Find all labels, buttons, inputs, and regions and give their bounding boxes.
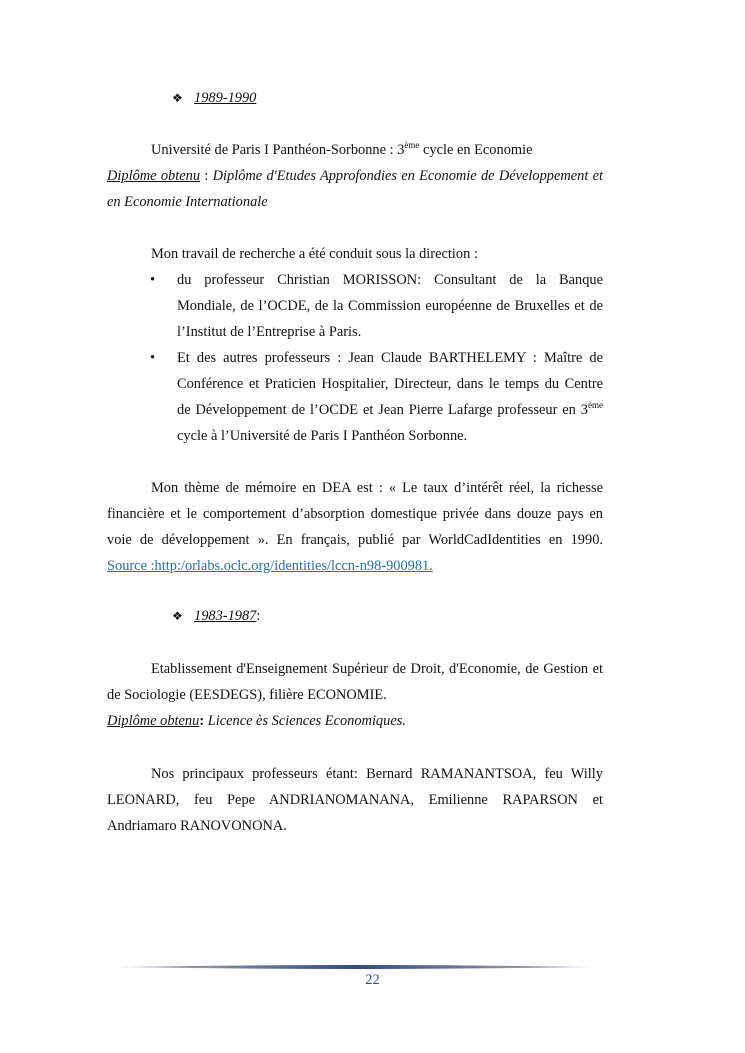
- source-link[interactable]: Source :http:/orlabs.oclc.org/identities/lccn-n98-900981.: [107, 558, 433, 574]
- diploma-line-1: Diplôme obtenu : Diplôme d'Etudes Approfondies en Economie de Développement et: [107, 168, 604, 184]
- diamond-bullet-icon: ❖: [172, 609, 183, 623]
- bullet-dot-icon: •: [150, 350, 156, 366]
- page-number: 22: [365, 972, 380, 988]
- bullet-dot-icon: •: [150, 272, 156, 288]
- university-line: Université de Paris I Panthéon-Sorbonne : 3ème cycle en Economie: [151, 140, 533, 158]
- diploma-line-2: en Economie Internationale: [107, 194, 268, 210]
- section-heading-1989: ❖ 1989-1990: [172, 90, 257, 106]
- footer-divider: [116, 964, 594, 970]
- memoire-paragraph: Mon thème de mémoire en DEA est : « Le taux d’intérêt réel, la richesse financière et le comportement d’absorption domestique privée dans douze pays en voie de développement ». En français, publié par WorldCadIdentities en 1990. Source :http:/orlabs.oclc.org/identities/lccn-n98-900981.: [107, 480, 603, 574]
- professors-paragraph: Nos principaux professeurs étant: Bernard RAMANANTSOA, feu Willy LEONARD, feu Pepe ANDRIANOMANANA, Emilienne RAPARSON et Andriamaro RANOVONONA.: [107, 766, 603, 834]
- list-item: • Et des autres professeurs : Jean Claude BARTHELEMY : Maître de Conférence et Praticien Hospitalier, Directeur, dans le temps du Centre de Développement de l’OCDE et Jean Pierre Lafarge professeur en 3ème cycle à l’Université de Paris I Panthéon Sorbonne.: [150, 345, 603, 449]
- section-heading-1983: ❖ 1983-1987:: [172, 608, 261, 624]
- research-intro: Mon travail de recherche a été conduit sous la direction :: [151, 246, 478, 262]
- list-item: • du professeur Christian MORISSON: Consultant de la Banque Mondiale, de l’OCDE, de la Commission européenne de Bruxelles et de l’Institut de l’Entreprise à Paris.: [150, 267, 603, 345]
- diamond-bullet-icon: ❖: [172, 91, 183, 105]
- establishment-paragraph: Etablissement d'Enseignement Supérieur de Droit, d'Economie, de Gestion et de Sociologie (EESDEGS), filière ECONOMIE. Diplôme obtenu: Licence ès Sciences Economiques.: [107, 661, 603, 729]
